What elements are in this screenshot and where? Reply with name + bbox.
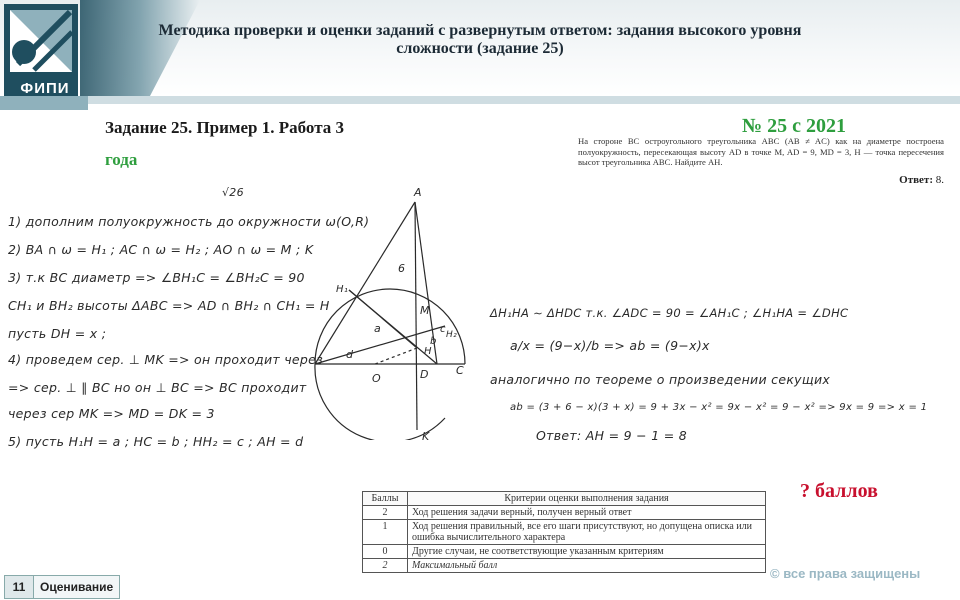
answer-line	[820, 174, 944, 186]
copyright-notice: © все права защищены	[770, 566, 921, 581]
figure-label-d: D	[420, 368, 429, 381]
hw-right-line: аналогично по теореме о произведении секущих	[490, 372, 831, 387]
criteria-row-max	[363, 559, 766, 573]
figure-label-m: M	[420, 304, 430, 317]
criteria-score: 2	[363, 559, 408, 573]
hw-left-line: 2) BA ∩ ω = H₁ ; AC ∩ ω = H₂ ; AO ∩ ω = M ; K	[8, 242, 314, 257]
criteria-score: 0	[363, 545, 408, 559]
figure-label-6: 6	[398, 262, 406, 275]
figure-label-h: H	[424, 346, 432, 357]
criteria-text: Другие случаи, не соответствующие указанным критериям	[408, 545, 766, 559]
criteria-text: Ход решения задачи верный, получен верный ответ	[408, 506, 766, 520]
geometry-figure	[305, 180, 475, 440]
figure-label-a-vertex: A	[414, 186, 422, 199]
figure-label-o: O	[372, 372, 381, 385]
criteria-header-score: Баллы	[363, 492, 408, 506]
answer-value: 8.	[935, 174, 944, 186]
hw-left-line: 4) проведем сер. ⊥ MK => он проходит через	[8, 352, 324, 367]
hw-right-line: Ответ: AH = 9 − 1 = 8	[536, 428, 688, 443]
score-placeholder: ? баллов	[800, 480, 878, 502]
criteria-text: Ход решения правильный, все его шаги присутствуют, но допущена описка или ошибка вычислительного характера	[408, 520, 766, 545]
figure-label-c-segment: c	[440, 324, 446, 335]
figure-label-b: b	[430, 336, 437, 347]
task-number: № 25 с 2021	[742, 115, 846, 137]
answer-label: Ответ:	[899, 174, 933, 186]
figure-label-a: a	[374, 322, 382, 335]
slide-title: Методика проверки и оценки заданий с развернутым ответом: задания высокого уровня сложности (задание 25)	[158, 22, 802, 57]
criteria-header-row	[363, 492, 766, 506]
criteria-table	[362, 491, 766, 573]
figure-label-h1: H₁	[336, 284, 349, 295]
logo-text: ФИПИ	[20, 80, 70, 97]
figure-label-c: C	[456, 364, 464, 377]
criteria-row	[363, 520, 766, 545]
criteria-score: 2	[363, 506, 408, 520]
hw-left-line: 1) дополним полуокружность до окружности ω(O,R)	[8, 214, 370, 229]
figure-label-k: K	[422, 430, 430, 443]
hw-left-line: пусть DH = x ;	[8, 326, 107, 341]
hw-left-line: 3) т.к BC диаметр => ∠BH₁C = ∠BH₂C = 90	[8, 270, 305, 285]
section-label: Оценивание	[34, 576, 119, 598]
fipi-logo	[4, 4, 78, 96]
page-number: 11	[5, 576, 34, 598]
hw-right-line: ΔH₁HA ∼ ΔHDC т.к. ∠ADC = 90 = ∠AH₁C ; ∠H₁HA = ∠DHC	[490, 306, 849, 320]
task-year: года	[105, 150, 138, 169]
hw-right-line: ab = (3 + 6 − x)(3 + x) = 9 + 3x − x² = 9x − x² = 9 − x² => 9x = 9 => x = 1	[510, 402, 928, 413]
figure-label-d-segment: d	[346, 348, 354, 361]
criteria-text: Максимальный балл	[408, 559, 766, 573]
hw-right-line: a/x = (9−x)/b => ab = (9−x)x	[510, 338, 710, 353]
criteria-row	[363, 545, 766, 559]
problem-statement: На стороне BC остроугольного треугольника ABC (AB ≠ AC) как на диаметре построена полуокружность, пересекающая высоту AD в точке M, AD = 9, MD = 3, H — точка пересечения высот треугольника ABC. Найдите AH.	[578, 136, 944, 167]
hw-left-line: CH₁ и BH₂ высоты ΔABC => AD ∩ BH₂ ∩ CH₁ = H	[8, 298, 330, 313]
figure-label-h2: H₂	[446, 330, 457, 340]
criteria-header-text: Критерии оценки выполнения задания	[408, 492, 766, 506]
hw-sqrt-note: √26	[222, 186, 244, 199]
footer-nav	[4, 575, 120, 599]
slide-header	[0, 0, 960, 110]
criteria-score: 1	[363, 520, 408, 545]
criteria-row	[363, 506, 766, 520]
hw-left-line: 5) пусть H₁H = a ; HC = b ; HH₂ = c ; AH = d	[8, 434, 304, 449]
task-title: Задание 25. Пример 1. Работа 3	[105, 118, 345, 137]
hw-left-line: через сер MK => MD = DK = 3	[8, 406, 215, 421]
hw-left-line: => сер. ⊥ ∥ BC но он ⊥ BC => BC проходит	[8, 380, 307, 395]
